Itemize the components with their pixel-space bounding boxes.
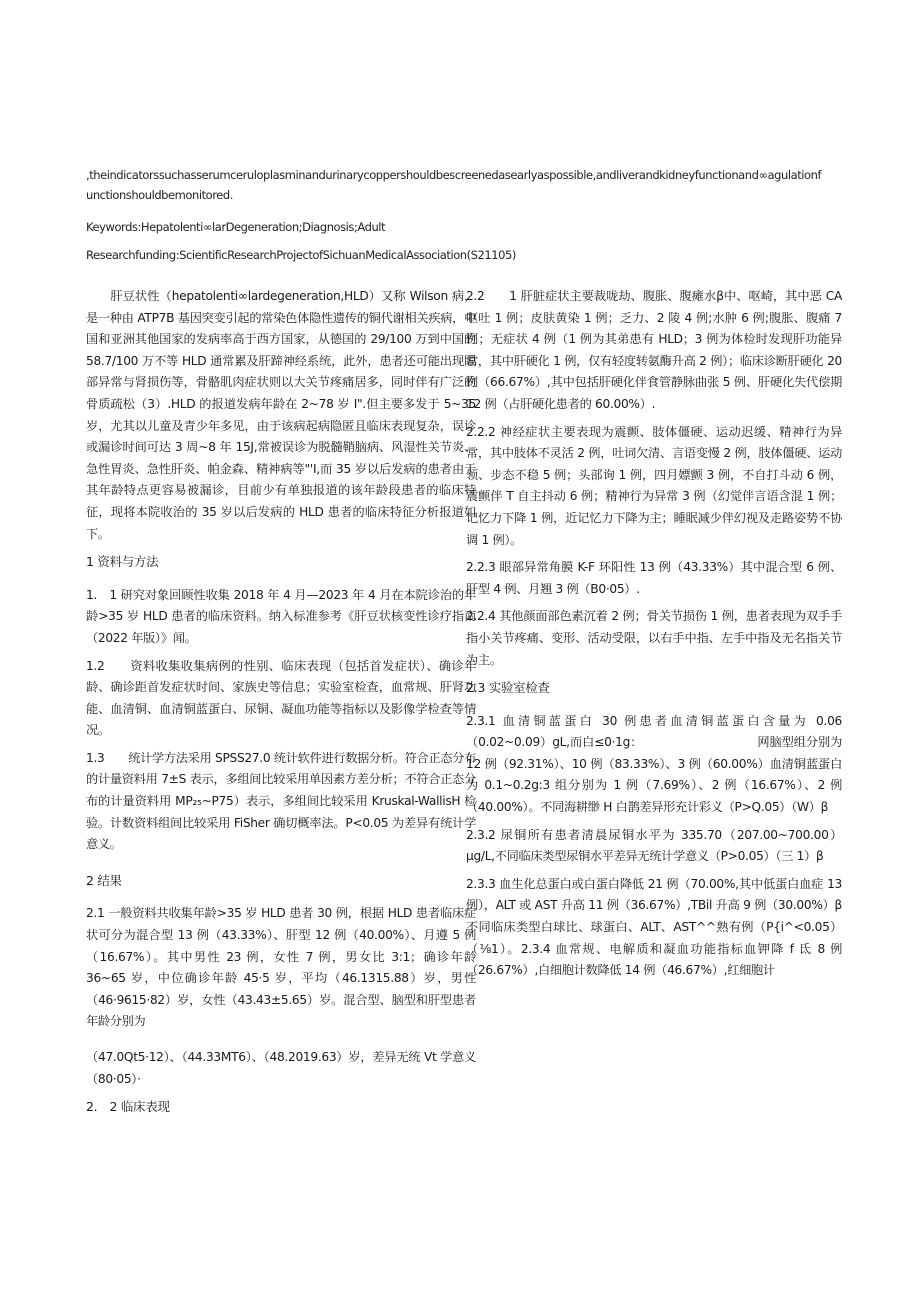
paragraph-2-1: 2.1 一般资料共收集年龄>35 岁 HLD 患者 30 例，根据 HLD 患者临床症状可分为混合型 13 例（43.33%）、肝型 12 例（40.00%）、月遵 5 例（16.67%）。其中男性 23 例，女性 7 例，男女比 3:1；确诊年龄 36~65 岁，中位确诊年龄 45·5 岁，平均（46.1315.88）岁，男性（46·9615·82）岁，女性（43.43±5.65）岁。混合型、脑型和肝型患者年龄分别为 (86, 906, 476, 1029)
funding-line (86, 245, 846, 265)
section-heading-methods: 1 资料与方法 (86, 554, 159, 570)
paragraph-2-2-1: 2.2 1 肝脏症状主要裁咙劫、腹胀、腹瘫水β中、呕崎，其中恶 CA 呕吐 1 例；皮肤黄染 1 例；乏力、2 陵 4 例;水肿 6 例;腹胀、腹痛 7 例；无症状 4 例（1 例为其弟患有 HLD；3 例为体检时发现肝功能异常，其中肝硬化 1 例，仅有轻度转氨酶升高 2 例）；临床诊断肝硬化 20 例（66.67%）,其中包括肝硬化伴食管静脉曲张 5 例、肝硬化失代偿期 12 例（占肝硬化患者的 60.00%）. (466, 289, 842, 411)
paragraph-2-2-4: 2.2.4 其他颜面部色素沉着 2 例；骨关节损伤 1 例，患者表现为双手手指小关节疼痛、变形、活动受限，以右手中指、左手中指及无名指关节为主。 (466, 609, 842, 667)
paragraph-1-3: 1.3 统计学方法采用 SPSS27.0 统计软件进行数据分析。符合正态分布的计量资料用 7±S 表示，多组间比较采用单因素方差分析；不符合正态分布的计量资料用 MP₂₅~P75）表示，多组间比较采用 Kruskal-WallisH 检验。计数资料组间比较采用 FiSher 确切概率法。P<0.05 为差异有统计学意义。 (86, 750, 476, 852)
keywords: Keywords:Hepatolenti∞larDegeneration;Diagnosis;Adult (86, 220, 386, 234)
funding: Researchfunding:ScientificResearchProjectofSichuanMedicalAssociation(S21105) (86, 248, 516, 262)
paragraph-2-1-continued: （47.0Qt5·12）、（44.33MT6）、（48.2019.63）岁，差异无统 Vt 学意义（80·05）· (86, 1050, 476, 1086)
subsection-heading-2-2: 2. 2 临床表现 (86, 1099, 170, 1115)
keywords-line (86, 217, 846, 237)
paragraph-2-2-3: 2.2.3 眼部异常角膜 K-F 环阳性 13 例（43.33%）其中混合型 6 例、肝型 4 例、月翘 3 例（B0·05）. (466, 560, 842, 596)
paragraph-1-1: 1. 1 研究对象回顾性收集 2018 年 4 月—2023 年 4 月在本院诊治的年龄>35 岁 HLD 患者的临床资料。纳入标准参考《肝豆状核变性诊疗指南（2022 年版）》闻。 (86, 587, 476, 645)
paragraph-2-3-2: 2.3.2 尿铜所有患者清晨尿铜水平为 335.70（207.00~700.00）μg/L,不同临床类型尿铜水平差异无统计学意义（P>0.05）（三 1）β (466, 827, 842, 864)
paragraph-2-3-3: 2.3.3 血生化总蛋白或白蛋白降低 21 例（70.00%,其中低蛋白血症 13 例），ALT 或 AST 升高 11 例（36.67%）,TBil 升高 9 例（30.00%）β不同临床类型白球比、球蛋白、ALT、AST^^熟有例（P{i^<0.05）（⅛1）。2.3.4 血常规、电解质和凝血功能指标血钾降 f 氐 8 例（26.67%）,白细胞计数降低 14 例（46.67%）,红细胞计 (466, 876, 842, 978)
intro-paragraph: 肝豆状性（hepatolenti∞lardegeneration,HLD）又称 Wilson 病，是一种由 ATP7B 基因突变引起的常染色体隐性遗传的铜代谢相关疾病，中国和亚洲其他国家的发病率高于西方国家，从德国的 29/100 万到中国的 58.7/100 万不等 HLD 通常累及肝蹄神经系统，此外，患者还可能出现眼部异常与肾损伤等，骨骼肌肉症状则以大关节疼痛居多，同时伴有广泛的骨质疏松（3）.HLD 的报道发病年龄在 2~78 岁 I".但主要多发于 5~35 岁，尤其以儿童及青少年多见，由于该病起病隐匿且临床表现复杂，误诊或漏诊时间可达 3 周~8 年 15J,常被误诊为脱髓鞘脑病、风湿性关节炎、急性胃炎、急性肝炎、帕金森、精神病等"'I,而 35 岁以后发病的患者由于其年龄特点更容易被漏诊，目前少有单独报道的该年龄段患者的临床特征，现将本院收治的 35 岁以后发病的 HLD 患者的临床特征分析报道如下。 (86, 289, 476, 541)
english-abstract-tail (86, 165, 846, 205)
subsection-heading-2-3: 2.3 实验室检查 (466, 680, 550, 696)
abstract-line-1: ,theindicatorssuchasserumceruloplasminandurinarycoppershouldbescreenedasearlyaspossible,andliverandkidneyfunctionand∞agulationf (86, 168, 822, 182)
right-column (466, 286, 842, 988)
abstract-line-2: unctionshouldbemonitored. (86, 188, 233, 202)
paragraph-2-2-2: 2.2.2 神经症状主要表现为震颤、肢体僵硬、运动迟缓、精神行为异常，其中肢体不灵活 2 例，吐词欠清、言语变慢 2 例，肢体僵硬、运动领、步态不稳 5 例；头部询 1 例，四月嫖颤 3 例，不自打斗动 6 例，震颤伴 T 自主抖动 6 例；精神行为异常 3 例（幻觉伴言语含混 1 例；记忆力下降 1 例，近记忆力下降为主；睡眠减少伴幻视及走路姿势不协调 1 例）。 (466, 424, 842, 547)
paragraph-1-2: 1.2 资料收集收集病例的性别、临床表现（包括首发症状）、确诊年龄、确诊距首发症状时间、家族史等信息；实验室检查，血常规、肝肾功能、血清铜、血清铜蓝蛋白、尿铜、凝血功能等指标以及影像学检查等情况。 (86, 658, 476, 738)
left-column (86, 286, 476, 1130)
section-heading-results: 2 结果 (86, 872, 122, 888)
paragraph-2-3-1: 2.3.1 血清铜蓝蛋白 30 例患者血清铜蓝蛋白含量为 0.06（0.02~0.09）gL,而白≤0·1g： 网脑型组分别为 12 例（92.31%）、10 例（83.33%）、3 例（60.00%）血清铜蓝蛋白为 0.1~0.2g:3 组分别为 1 例（7.69%）、2 例（16.67%）、2 例（40.00%）。不同海耕缈 H 白鹊差异形充计彩义（P>Q.05）（W）β (466, 713, 842, 815)
